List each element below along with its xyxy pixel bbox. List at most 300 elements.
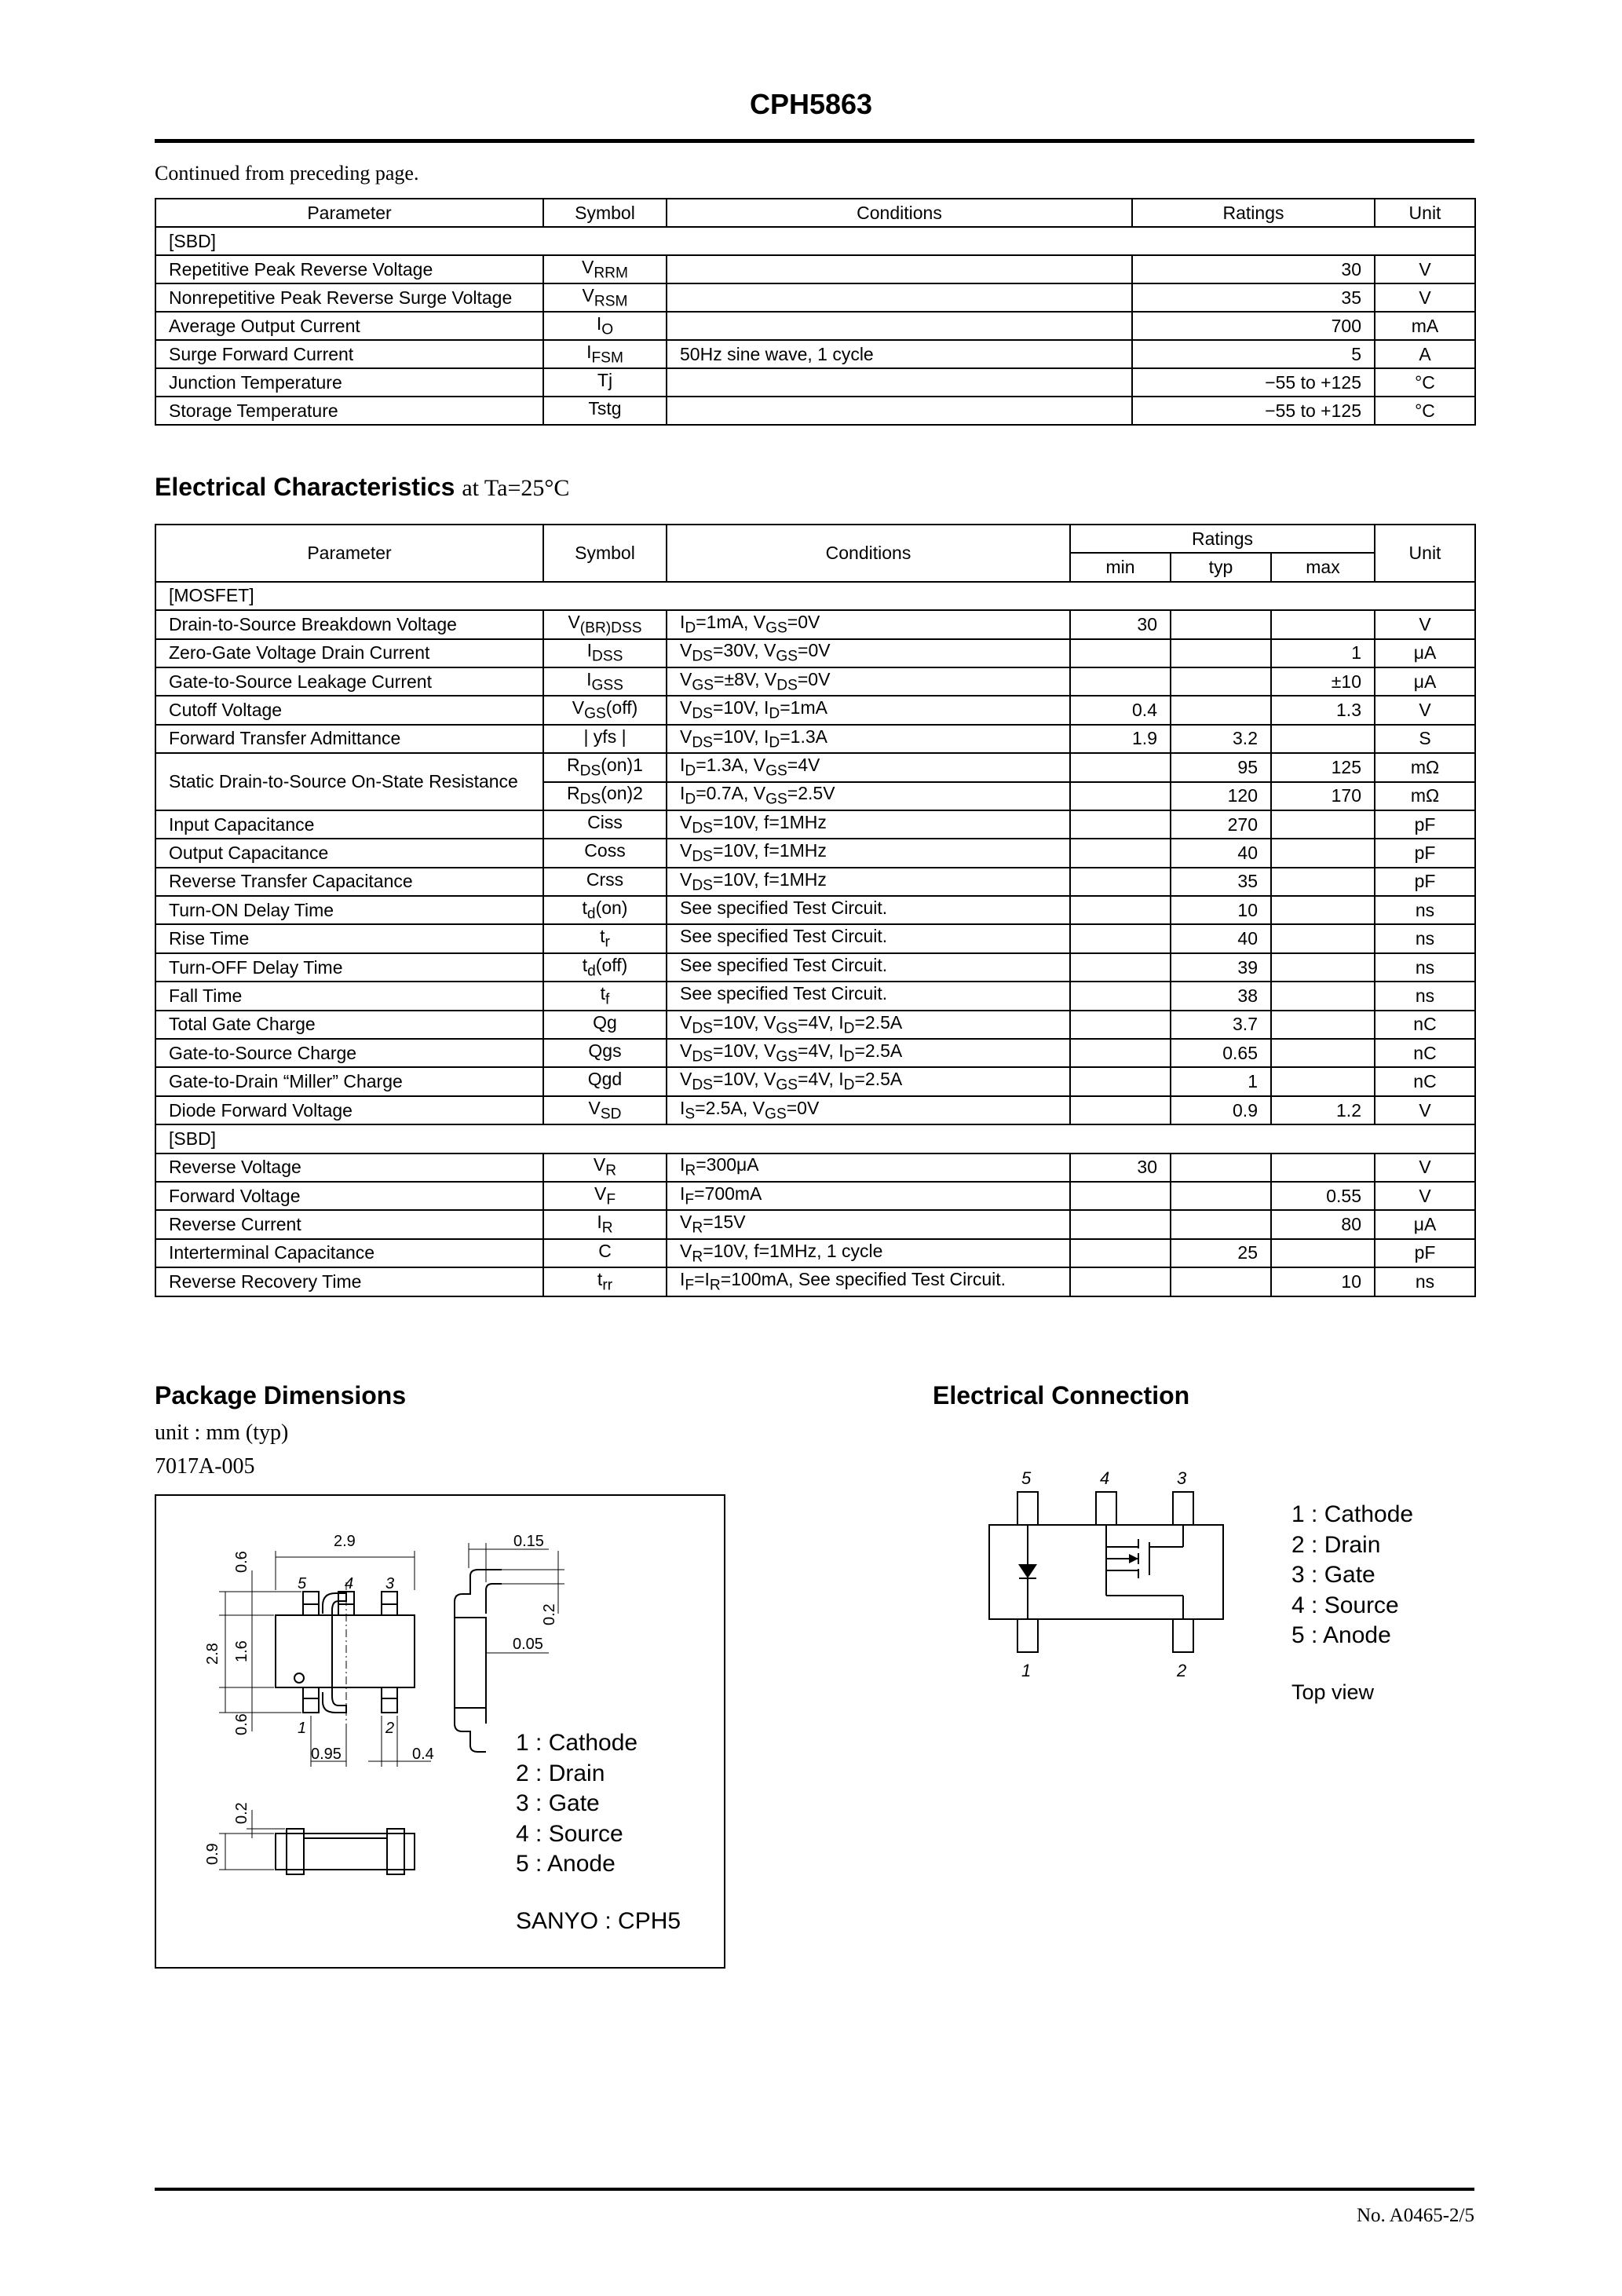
symbol-subscript: RRM	[594, 265, 628, 282]
unit-cell: pF	[1375, 868, 1475, 896]
conditions-cell	[667, 982, 1070, 1010]
symbol-subscript: GSS	[591, 677, 623, 694]
conditions-cell	[667, 725, 1070, 753]
symbol-suffix: (on)	[595, 897, 628, 918]
parameter-cell: Total Gate Charge	[155, 1011, 543, 1039]
pin-item: 3 : Gate	[516, 1790, 600, 1816]
min-cell: 0.4	[1070, 696, 1171, 724]
cond-rest: =2.5A	[854, 1011, 903, 1033]
absolute-ratings-table	[155, 198, 1476, 426]
symbol-subscript: R	[605, 1163, 617, 1180]
unit-cell: nC	[1375, 1067, 1475, 1095]
conditions-cell	[667, 1096, 1070, 1124]
section-label: [SBD]	[155, 227, 1475, 255]
cond-subscript: S	[685, 1106, 696, 1123]
conditions-cell	[667, 896, 1070, 924]
header-conditions: Conditions	[667, 525, 1070, 582]
max-cell	[1271, 982, 1375, 1010]
cond-subscript: GS	[765, 1106, 787, 1123]
conditions-cell	[667, 255, 1132, 283]
min-cell	[1070, 982, 1171, 1010]
parameter-cell: Turn-OFF Delay Time	[155, 953, 543, 982]
max-cell: 125	[1271, 753, 1375, 781]
typ-cell: 40	[1171, 924, 1271, 952]
cond-main: I	[838, 1011, 844, 1033]
max-cell	[1271, 610, 1375, 638]
symbol-cell	[543, 753, 667, 781]
symbol-cell	[543, 810, 667, 839]
dim-2-8: 2.8	[204, 1643, 221, 1665]
schem-pin-1	[1017, 1619, 1038, 1652]
unit-cell: nC	[1375, 1011, 1475, 1039]
symbol-main: I	[597, 1212, 602, 1233]
cond-subscript: GS	[765, 762, 787, 780]
symbol-cell	[543, 1096, 667, 1124]
table-row	[155, 1067, 1475, 1095]
cond-subscript: F	[685, 1191, 695, 1208]
parameter-cell: Gate-to-Drain “Miller” Charge	[155, 1067, 543, 1095]
symbol-main: Tj	[597, 369, 613, 390]
symbol-subscript: DS	[579, 762, 601, 780]
symbol-main: C	[598, 1240, 612, 1261]
symbol-cell	[543, 982, 667, 1010]
unit-cell: °C	[1375, 397, 1475, 425]
unit-cell: ns	[1375, 953, 1475, 982]
table-row	[155, 1210, 1475, 1238]
page-number: No. A0465-2/5	[1357, 2205, 1474, 2226]
pin-item: 1 : Cathode	[516, 1730, 638, 1756]
parameter-cell: Junction Temperature	[155, 368, 543, 397]
cond-main: V	[764, 640, 776, 661]
cond-rest: =4V,	[798, 1011, 839, 1033]
cond-main: I	[704, 1269, 710, 1290]
cond-subscript: D	[843, 1048, 855, 1066]
cond-main: I	[838, 1069, 844, 1090]
cond-main: I	[680, 783, 685, 804]
unit-cell: mA	[1375, 312, 1475, 340]
dim-0-2-side: 0.2	[541, 1603, 558, 1625]
table-row	[155, 725, 1475, 753]
connection-schematic	[981, 1461, 1248, 1720]
cond-main: V	[753, 612, 766, 633]
end-lead-right	[387, 1829, 404, 1874]
pkg-pin-number-3: 3	[385, 1575, 395, 1592]
dim-0-4: 0.4	[412, 1746, 434, 1763]
cond-rest: =4V	[787, 755, 820, 776]
table-row	[155, 924, 1475, 952]
cond-subscript: F	[685, 1277, 695, 1294]
cond-subscript: DS	[692, 877, 713, 894]
symbol-cell	[543, 639, 667, 667]
parameter-cell: Zero-Gate Voltage Drain Current	[155, 639, 543, 667]
symbol-main: I	[586, 640, 592, 661]
parameter-cell: Reverse Current	[155, 1210, 543, 1238]
typ-cell: 10	[1171, 896, 1271, 924]
cond-subscript: DS	[692, 734, 713, 751]
symbol-main: t	[582, 897, 587, 918]
unit-cell: μA	[1375, 667, 1475, 696]
cond-main: V	[680, 697, 692, 718]
table-row	[155, 839, 1475, 867]
typ-cell	[1171, 1210, 1271, 1238]
symbol-cell	[543, 1153, 667, 1182]
typ-cell: 95	[1171, 753, 1271, 781]
rating-cell: 35	[1132, 283, 1375, 312]
unit-cell: ns	[1375, 896, 1475, 924]
pin-item: 2 : Drain	[516, 1760, 605, 1786]
dim-0-15: 0.15	[513, 1533, 544, 1550]
symbol-main: I	[586, 668, 592, 689]
table-row	[155, 368, 1475, 397]
conditions-cell	[667, 1210, 1070, 1238]
parameter-cell: Forward Transfer Admittance	[155, 725, 543, 753]
parameter-cell: Drain-to-Source Breakdown Voltage	[155, 610, 543, 638]
symbol-main: | yfs |	[583, 726, 627, 747]
table-header-row	[155, 199, 1475, 227]
symbol-cell	[543, 368, 667, 397]
package-outline-drawing	[156, 1496, 724, 1967]
max-cell: 1.2	[1271, 1096, 1375, 1124]
table-row	[155, 1239, 1475, 1267]
symbol-subscript: O	[601, 321, 614, 338]
rating-cell: 30	[1132, 255, 1375, 283]
table-row	[155, 340, 1475, 368]
cond-main: V	[752, 1097, 765, 1118]
table-row	[155, 639, 1475, 667]
conditions-cell	[667, 283, 1132, 312]
symbol-subscript: d	[586, 905, 596, 923]
part-number-title: CPH5863	[749, 88, 873, 120]
continued-note: Continued from preceding page.	[155, 162, 419, 185]
dim-0-6-bottom: 0.6	[233, 1713, 250, 1735]
max-cell	[1271, 868, 1375, 896]
section-row	[155, 582, 1475, 610]
lead-2	[382, 1687, 397, 1713]
header-max: max	[1271, 553, 1375, 581]
unit-cell: ns	[1375, 924, 1475, 952]
schem-pin-2	[1173, 1619, 1193, 1652]
max-cell	[1271, 725, 1375, 753]
symbol-subscript: r	[605, 934, 610, 951]
min-cell	[1070, 753, 1171, 781]
max-cell: 1	[1271, 639, 1375, 667]
symbol-subscript: RSM	[594, 293, 628, 310]
symbol-cell	[543, 896, 667, 924]
parameter-cell: Reverse Recovery Time	[155, 1267, 543, 1296]
pin-item: 5 : Anode	[516, 1851, 616, 1877]
unit-cell: mΩ	[1375, 753, 1475, 781]
parameter-cell: Forward Voltage	[155, 1182, 543, 1210]
unit-cell: ns	[1375, 1267, 1475, 1296]
unit-cell: V	[1375, 1182, 1475, 1210]
cond-subscript: R	[685, 1163, 696, 1180]
cond-main: See specified Test Circuit.	[680, 897, 888, 918]
table-row	[155, 753, 1475, 781]
header-unit: Unit	[1375, 199, 1475, 227]
header-symbol: Symbol	[543, 199, 667, 227]
dim-0-95: 0.95	[311, 1746, 342, 1763]
conditions-cell	[667, 924, 1070, 952]
table-row	[155, 255, 1475, 283]
symbol-suffix: (off)	[595, 954, 628, 975]
header-typ: typ	[1171, 553, 1271, 581]
symbol-main: Crss	[586, 868, 624, 890]
typ-cell	[1171, 1182, 1271, 1210]
typ-cell: 3.2	[1171, 725, 1271, 753]
typ-cell	[1171, 610, 1271, 638]
cond-main: V	[680, 668, 692, 689]
conditions-cell	[667, 368, 1132, 397]
footer-rule	[155, 2188, 1474, 2191]
pin-item: 2 : Drain	[1291, 1531, 1381, 1558]
conditions-cell	[667, 667, 1070, 696]
parameter-cell: Diode Forward Voltage	[155, 1096, 543, 1124]
conditions-cell	[667, 1153, 1070, 1182]
min-cell: 30	[1070, 1153, 1171, 1182]
symbol-subscript: d	[587, 963, 596, 980]
lead-1	[303, 1687, 319, 1713]
package-body-top	[276, 1615, 415, 1687]
cond-rest: =1.3A,	[696, 755, 754, 776]
symbol-main: t	[597, 1269, 603, 1290]
unit-cell: V	[1375, 610, 1475, 638]
symbol-main: I	[596, 313, 602, 334]
parameter-cell: Nonrepetitive Peak Reverse Surge Voltage	[155, 283, 543, 312]
symbol-cell	[543, 610, 667, 638]
cond-rest: =2.5V	[787, 783, 835, 804]
dim-0-2-end: 0.2	[233, 1802, 250, 1824]
cond-rest: =10V,	[712, 1011, 764, 1033]
cond-subscript: DS	[692, 1020, 713, 1037]
table-row	[155, 397, 1475, 425]
cond-rest: =±8V,	[714, 668, 765, 689]
cond-main: I	[680, 1154, 685, 1175]
parameter-cell: Fall Time	[155, 982, 543, 1010]
cond-subscript: D	[843, 1077, 855, 1094]
pin-item: 1 : Cathode	[1291, 1501, 1414, 1527]
parameter-cell: Repetitive Peak Reverse Voltage	[155, 255, 543, 283]
end-lead-left	[287, 1829, 304, 1874]
pin1-marker	[294, 1673, 304, 1683]
conditions-cell	[667, 1239, 1070, 1267]
cond-main: V	[680, 811, 692, 832]
unit-cell: μA	[1375, 639, 1475, 667]
heading-condition: at Ta=25°C	[462, 475, 570, 501]
cond-subscript: GS	[765, 792, 787, 808]
pin-item: 4 : Source	[1291, 1592, 1399, 1618]
pin-item: 3 : Gate	[1291, 1562, 1375, 1588]
cond-rest: =30V,	[712, 640, 764, 661]
cond-subscript: DS	[692, 649, 713, 666]
symbol-main: V	[582, 284, 594, 305]
header-parameter: Parameter	[155, 199, 543, 227]
cond-main: V	[680, 640, 692, 661]
rating-cell: −55 to +125	[1132, 368, 1375, 397]
electrical-characteristics-heading	[155, 473, 569, 502]
cond-main: See specified Test Circuit.	[680, 983, 888, 1004]
cond-main: I	[838, 1040, 844, 1061]
unit-cell: nC	[1375, 1039, 1475, 1067]
min-cell: 30	[1070, 610, 1171, 638]
cond-subscript: GS	[776, 649, 798, 666]
conditions-cell	[667, 1039, 1070, 1067]
symbol-main: V	[588, 1097, 601, 1118]
typ-cell: 40	[1171, 839, 1271, 867]
cond-rest: =15V	[703, 1212, 746, 1233]
top-view-label: Top view	[1291, 1680, 1375, 1704]
table-row	[155, 312, 1475, 340]
min-cell	[1070, 782, 1171, 810]
unit-cell: ns	[1375, 982, 1475, 1010]
max-cell	[1271, 953, 1375, 982]
symbol-main: t	[600, 926, 605, 947]
cond-main: V	[753, 755, 766, 776]
min-cell	[1070, 1039, 1171, 1067]
typ-cell: 3.7	[1171, 1011, 1271, 1039]
cond-main: I	[764, 726, 769, 747]
section-label: [SBD]	[155, 1124, 1475, 1153]
parameter-cell: Storage Temperature	[155, 397, 543, 425]
cond-main: V	[680, 1011, 692, 1033]
conditions-cell	[667, 1182, 1070, 1210]
typ-cell: 35	[1171, 868, 1271, 896]
header-unit: Unit	[1375, 525, 1475, 582]
cond-main: V	[680, 1069, 692, 1090]
min-cell	[1070, 1182, 1171, 1210]
typ-cell: 39	[1171, 953, 1271, 982]
cond-main: V	[680, 1240, 692, 1261]
cond-rest: =2.5A	[854, 1069, 903, 1090]
cond-subscript: R	[692, 1219, 703, 1237]
cond-subscript: GS	[776, 1020, 798, 1037]
symbol-cell	[543, 868, 667, 896]
typ-cell	[1171, 696, 1271, 724]
cond-main: V	[680, 1212, 692, 1233]
header-symbol: Symbol	[543, 525, 667, 582]
symbol-main: Tstg	[588, 397, 622, 419]
typ-cell: 1	[1171, 1067, 1271, 1095]
symbol-cell	[543, 696, 667, 724]
symbol-cell	[543, 1239, 667, 1267]
parameter-cell: Static Drain-to-Source On-State Resistance	[155, 753, 543, 810]
schem-pin-label-4: 4	[1100, 1468, 1110, 1488]
unit-cell: V	[1375, 1153, 1475, 1182]
max-cell: 10	[1271, 1267, 1375, 1296]
table-header-row	[155, 525, 1475, 553]
conditions-cell	[667, 312, 1132, 340]
cond-subscript: DS	[692, 820, 713, 837]
symbol-cell	[543, 953, 667, 982]
min-cell	[1070, 1067, 1171, 1095]
cond-main: V	[680, 840, 692, 861]
cond-rest: =700mA	[694, 1183, 762, 1204]
symbol-subscript: FSM	[591, 349, 623, 367]
typ-cell	[1171, 1267, 1271, 1296]
cond-main: I	[680, 755, 685, 776]
symbol-cell	[543, 1210, 667, 1238]
section-row	[155, 1124, 1475, 1153]
symbol-cell	[543, 1067, 667, 1095]
parameter-cell: Turn-ON Delay Time	[155, 896, 543, 924]
unit-cell: V	[1375, 283, 1475, 312]
package-code: 7017A-005	[155, 1454, 255, 1479]
cond-subscript: R	[709, 1277, 721, 1294]
cond-subscript: D	[685, 762, 696, 780]
dim-1-6: 1.6	[233, 1640, 250, 1662]
cond-rest: =10V,	[712, 1040, 764, 1061]
cond-main: V	[680, 1040, 692, 1061]
unit-cell: pF	[1375, 839, 1475, 867]
cond-main: I	[680, 612, 685, 633]
dim-0-9: 0.9	[204, 1843, 221, 1865]
header-conditions: Conditions	[667, 199, 1132, 227]
cond-rest: =10V, f=1MHz	[712, 811, 827, 832]
cond-main: See specified Test Circuit.	[680, 954, 888, 975]
cond-rest: =4V,	[798, 1040, 839, 1061]
symbol-cell	[543, 1011, 667, 1039]
max-cell	[1271, 1067, 1375, 1095]
header-rule	[155, 139, 1474, 143]
schem-pin-label-2: 2	[1177, 1661, 1187, 1680]
package-unit: unit : mm (typ)	[155, 1420, 289, 1445]
cond-main: V	[680, 868, 692, 890]
table-row	[155, 1096, 1475, 1124]
unit-cell: S	[1375, 725, 1475, 753]
cond-main: V	[764, 1011, 776, 1033]
symbol-main: V	[568, 612, 580, 633]
min-cell	[1070, 667, 1171, 696]
rating-cell: 700	[1132, 312, 1375, 340]
typ-cell: 0.9	[1171, 1096, 1271, 1124]
cond-rest: =2.5A,	[695, 1097, 753, 1118]
cond-rest: =10V, f=1MHz	[712, 840, 827, 861]
typ-cell	[1171, 1153, 1271, 1182]
min-cell	[1070, 839, 1171, 867]
cond-rest: =1mA	[780, 697, 827, 718]
cond-rest: =1mA,	[696, 612, 754, 633]
max-cell	[1271, 1153, 1375, 1182]
symbol-main: V	[594, 1183, 607, 1204]
cond-subscript: D	[685, 620, 696, 637]
min-cell	[1070, 1096, 1171, 1124]
max-cell: 170	[1271, 782, 1375, 810]
cond-subscript: DS	[692, 705, 713, 722]
rating-cell: −55 to +125	[1132, 397, 1375, 425]
symbol-subscript: DS	[579, 792, 601, 808]
schem-pin-label-5: 5	[1021, 1468, 1032, 1488]
table-row	[155, 953, 1475, 982]
electrical-connection-heading: Electrical Connection	[933, 1381, 1190, 1409]
schem-pin-5	[1017, 1492, 1038, 1525]
symbol-main: Qgd	[587, 1069, 623, 1090]
typ-cell: 0.65	[1171, 1039, 1271, 1067]
cond-subscript: GS	[776, 1077, 798, 1094]
table-row	[155, 283, 1475, 312]
parameter-cell: Gate-to-Source Leakage Current	[155, 667, 543, 696]
symbol-cell	[543, 312, 667, 340]
dim-2-9: 2.9	[334, 1533, 356, 1550]
conditions-cell	[667, 1267, 1070, 1296]
typ-cell: 38	[1171, 982, 1271, 1010]
conditions-cell	[667, 397, 1132, 425]
header-parameter: Parameter	[155, 525, 543, 582]
header-ratings: Ratings	[1132, 199, 1375, 227]
typ-cell: 270	[1171, 810, 1271, 839]
schem-pin-4	[1096, 1492, 1116, 1525]
symbol-main: t	[600, 983, 606, 1004]
symbol-cell	[543, 839, 667, 867]
schem-pin-label-3: 3	[1177, 1468, 1187, 1488]
